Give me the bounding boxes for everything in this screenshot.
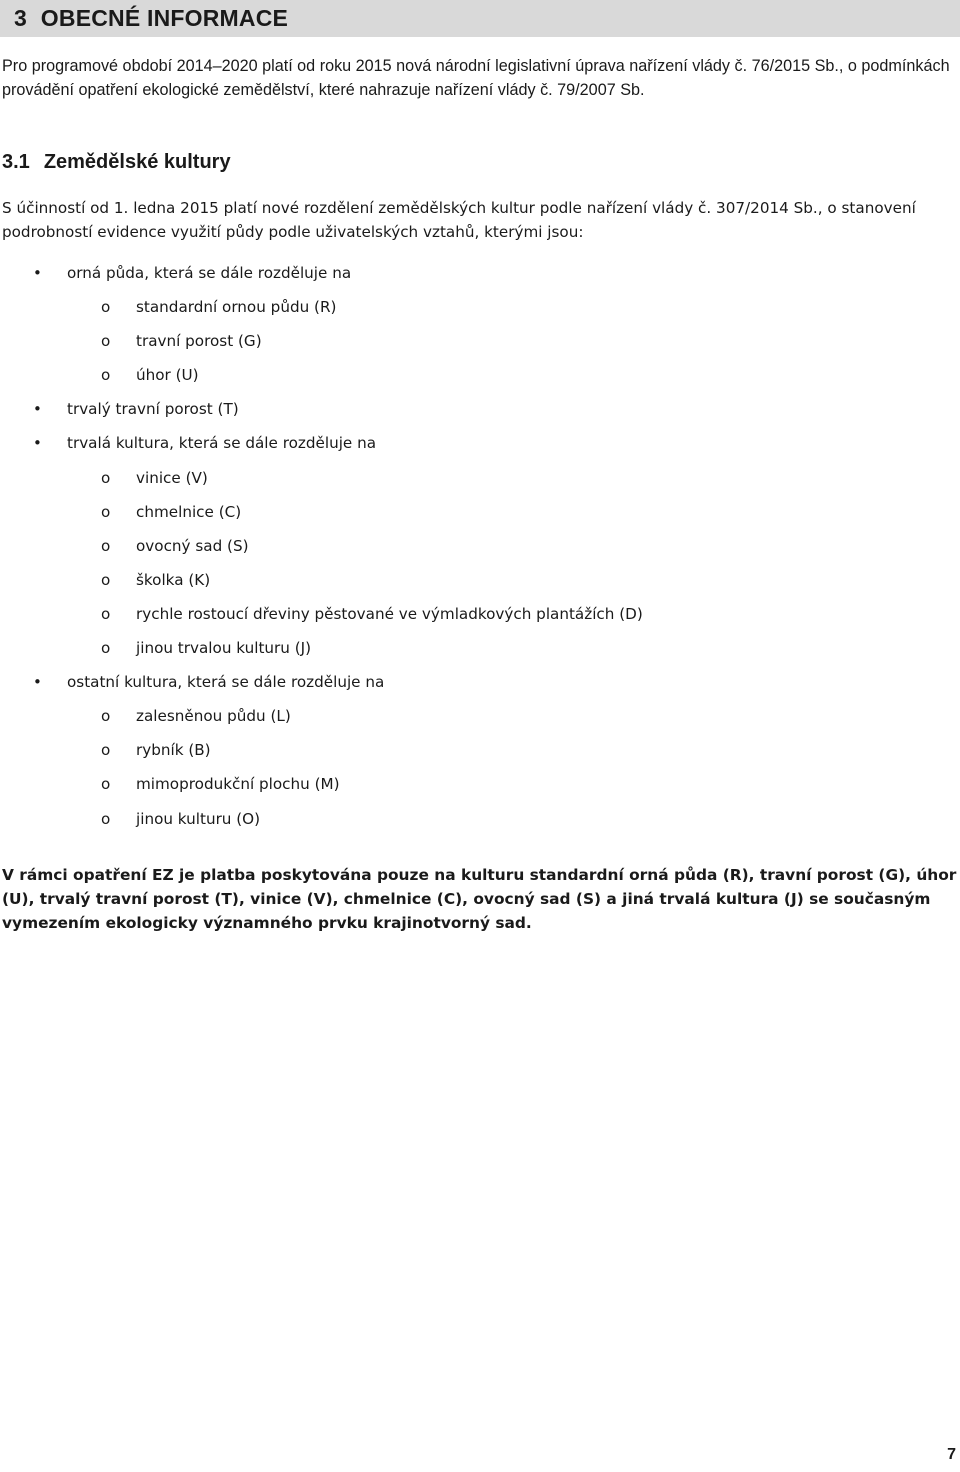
sub-list-item [0,358,960,392]
list-item [0,256,960,290]
list-item [0,392,960,426]
list-item-text: trvalá kultura, která se dále rozděluje na [67,434,377,453]
bullet-icon: • [33,400,42,419]
list-item-text: jinou kulturu (O) [136,809,261,828]
list-item-text: vinice (V) [136,468,208,487]
circle-bullet-icon: o [101,775,111,794]
section-title: OBECNÉ INFORMACE [40,5,289,31]
culture-list [0,256,960,836]
section-number: 3 [14,5,27,31]
list-item-text: rychle rostoucí dřeviny pěstované ve výmladkových plantážích (D) [136,604,643,623]
section-heading [0,0,960,37]
circle-bullet-icon: o [101,570,111,589]
list-item-text: jinou trvalou kulturu (J) [136,639,312,658]
sub-list-item [0,529,960,563]
subsection-title: Zemědělské kultury [43,151,231,173]
page-number: 7 [947,1446,956,1463]
circle-bullet-icon: o [101,502,111,521]
list-item-text: úhor (U) [136,366,199,385]
circle-bullet-icon: o [101,809,111,828]
circle-bullet-icon: o [101,741,111,760]
list-item-text: mimoprodukční plochu (M) [136,775,340,794]
intro-paragraph: Pro programové období 2014–2020 platí od roku 2015 nová národní legislativní úprava nařízení vlády č. 76/2015 Sb., o podmínkách provádění opatření ekologické zemědělství, které nahrazuje nařízení vlády č. 79/2007 Sb. [2,57,950,99]
subsection-number: 3.1 [2,151,30,173]
subsection-heading [2,151,231,174]
circle-bullet-icon: o [101,639,111,658]
sub-list-item [0,290,960,324]
circle-bullet-icon: o [101,536,111,555]
circle-bullet-icon: o [101,468,111,487]
circle-bullet-icon: o [101,298,111,317]
list-item-text: chmelnice (C) [136,502,242,521]
sub-list-item [0,563,960,597]
circle-bullet-icon: o [101,366,111,385]
bullet-icon: • [33,264,42,282]
list-item-text: ostatní kultura, která se dále rozděluje na [67,673,385,692]
list-item-text: rybník (B) [136,741,211,760]
bullet-icon: • [33,673,42,692]
list-item-text: ovocný sad (S) [136,536,249,555]
list-item-text: orná půda, která se dále rozděluje na [67,264,352,282]
conclusion-paragraph: V rámci opatření EZ je platba poskytována pouze na kulturu standardní orná půda (R), travní porost (G), úhor (U), trvalý travní porost (T), vinice (V), chmelnice (C), ovocný sad (S) a jiná trvalá kultura (J) se současným vymezením ekologicky významného prvku krajinotvorný sad. [2,866,957,932]
sub-list-item [0,324,960,358]
sub-list-item [0,495,960,529]
list-item [0,665,960,699]
list-item-text: standardní ornou půdu (R) [136,298,337,317]
bullet-icon: • [33,434,42,453]
list-item-text: travní porost (G) [136,332,262,351]
sub-list-item [0,733,960,767]
sub-list-item [0,597,960,631]
sub-list-item [0,699,960,733]
decree-paragraph: S účinností od 1. ledna 2015 platí nové rozdělení zemědělských kultur podle nařízení vlády č. 307/2014 Sb., o stanovení podrobností evidence využití půdy podle uživatelských vztahů, kterými jsou: [2,199,916,241]
sub-list-item [0,767,960,801]
sub-list-item [0,802,960,836]
list-item-text: trvalý travní porost (T) [67,400,239,419]
circle-bullet-icon: o [101,707,111,726]
list-item [0,426,960,460]
circle-bullet-icon: o [101,332,111,351]
sub-list-item [0,631,960,665]
list-item-text: školka (K) [136,570,211,589]
list-item-text: zalesněnou půdu (L) [136,707,291,726]
sub-list-item [0,461,960,495]
circle-bullet-icon: o [101,604,111,623]
